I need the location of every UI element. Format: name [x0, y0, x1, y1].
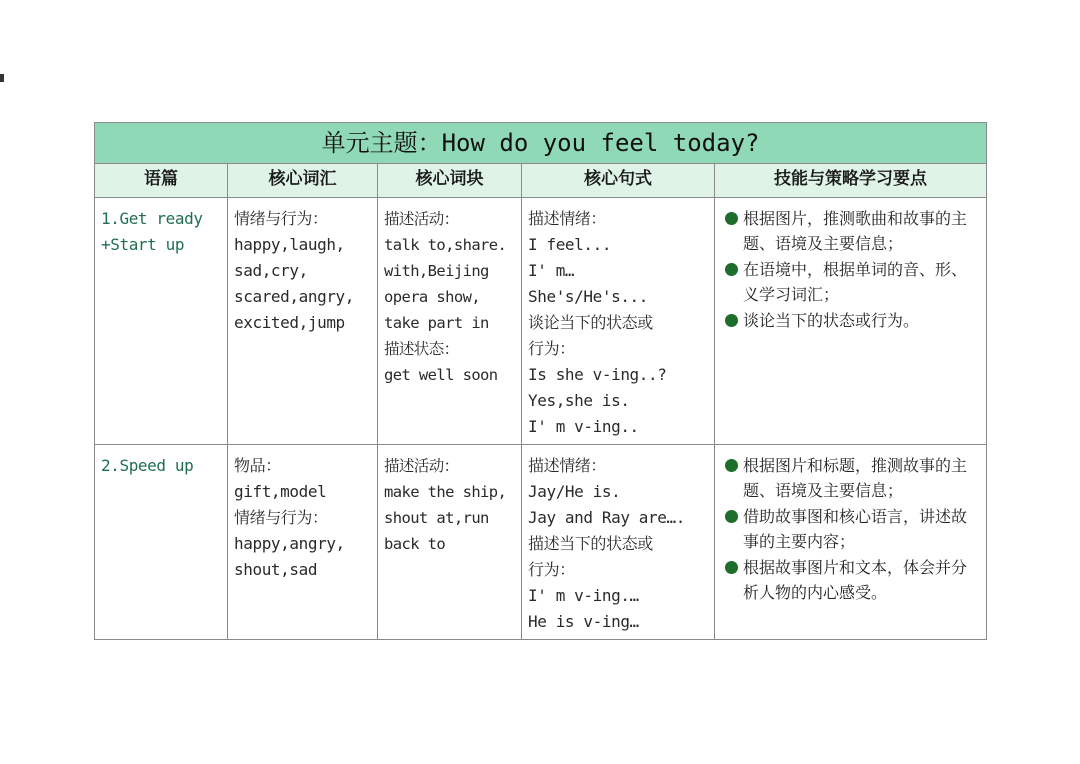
vocab-cell [228, 198, 378, 445]
list-item [725, 206, 980, 256]
corner-mark [0, 74, 4, 82]
sentences-text: 描述情绪： I feel... I' m… She's/He's... 谈论当下的状态或 行为： Is she v-ing..? Yes,she is. I' m v-ing.. [528, 209, 667, 436]
unit-title-text: How do you feel today? [441, 129, 760, 157]
bullet-icon [725, 510, 738, 523]
lesson-text: 1.Get ready +Start up [101, 209, 203, 254]
bullet-icon [725, 459, 738, 472]
bullet-icon [725, 212, 738, 225]
header-skills: 技能与策略学习要点 [715, 164, 987, 198]
chunks-text: 描述活动： talk to,share. with,Beijing opera show, take part in 描述状态： get well soon [384, 210, 507, 384]
skills-list [715, 198, 986, 338]
header-chunks: 核心词块 [378, 164, 522, 198]
lesson-text: 2.Speed up [101, 456, 194, 475]
skill-text: 借助故事图和核心语言，讲述故事的主要内容； [743, 507, 968, 551]
bullet-icon [725, 314, 738, 327]
chunks-cell [378, 445, 522, 640]
table-row [95, 198, 987, 445]
list-item [725, 504, 980, 554]
list-item [725, 308, 980, 333]
unit-plan-table [94, 122, 987, 640]
skills-cell [715, 198, 987, 445]
chunks-cell [378, 198, 522, 445]
skill-text: 在语境中，根据单词的音、形、义学习词汇； [743, 260, 968, 304]
list-item [725, 257, 980, 307]
skill-text: 根据图片和标题，推测故事的主题、语境及主要信息； [743, 456, 968, 500]
header-sentences: 核心句式 [522, 164, 715, 198]
chunks-text: 描述活动： make the ship, shout at,run back to [384, 457, 507, 553]
vocab-cell [228, 445, 378, 640]
bullet-icon [725, 561, 738, 574]
header-lesson: 语篇 [95, 164, 228, 198]
skill-text: 谈论当下的状态或行为。 [743, 311, 920, 330]
bullet-icon [725, 263, 738, 276]
skills-cell [715, 445, 987, 640]
unit-title-prefix: 单元主题： [321, 129, 442, 157]
skills-list [715, 445, 986, 610]
skill-text: 根据图片，推测歌曲和故事的主题、语境及主要信息； [743, 209, 968, 253]
sentences-text: 描述情绪： Jay/He is. Jay and Ray are…. 描述当下的状态或 行为： I' m v-ing.… He is v-ing… [528, 456, 685, 631]
unit-title [95, 123, 987, 164]
skill-text: 根据故事图片和文本，体会并分析人物的内心感受。 [743, 558, 968, 602]
list-item [725, 555, 980, 605]
lesson-cell [95, 445, 228, 640]
vocab-text: 情绪与行为： happy,laugh, sad,cry, scared,angry, excited,jump [234, 209, 355, 332]
sentences-cell [522, 198, 715, 445]
header-vocab: 核心词汇 [228, 164, 378, 198]
vocab-text: 物品： gift,model 情绪与行为： happy,angry, shout,sad [234, 456, 345, 579]
table-row [95, 445, 987, 640]
sentences-cell [522, 445, 715, 640]
lesson-cell [95, 198, 228, 445]
list-item [725, 453, 980, 503]
